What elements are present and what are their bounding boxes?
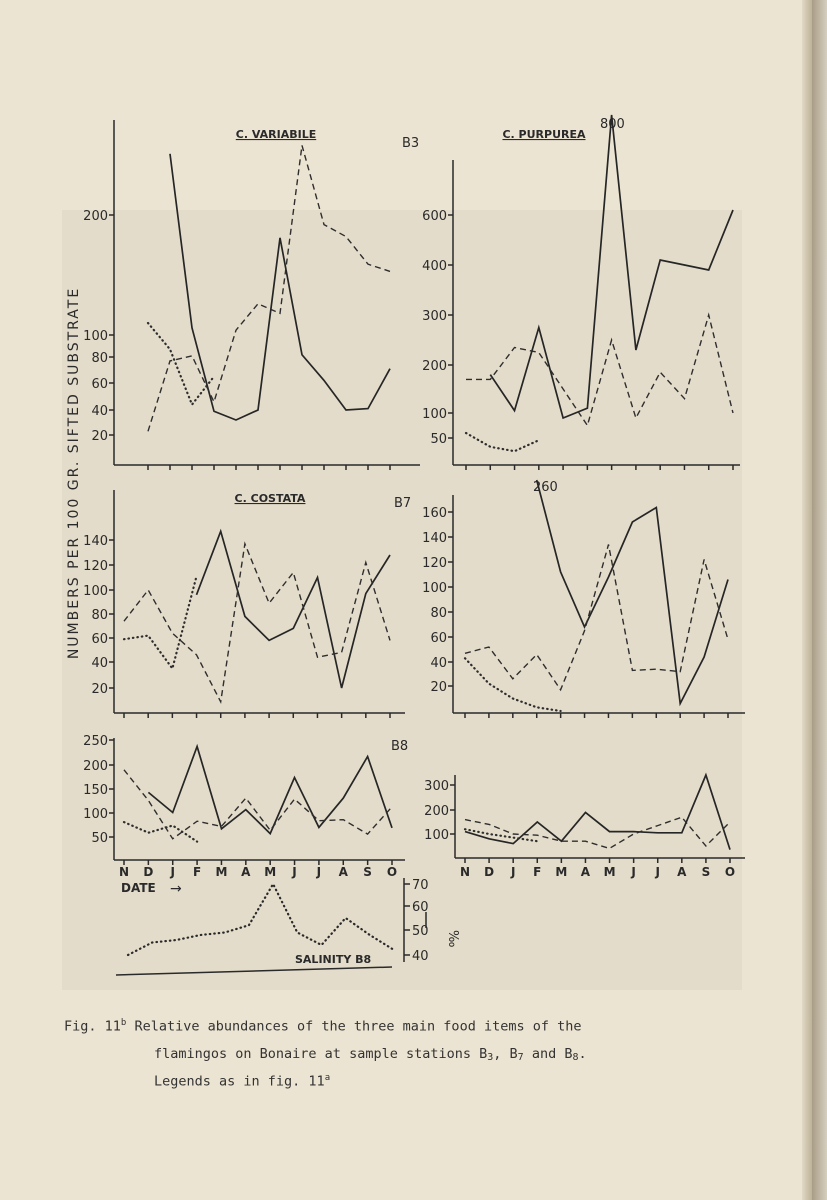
y-tick-label: 300	[422, 309, 447, 324]
month-label: N	[459, 865, 471, 879]
y-axis-label: NUMBERS PER 100 GR. SIFTED SUBSTRATE	[66, 286, 82, 660]
y-tick-label: 40	[91, 656, 108, 671]
caption-end: .	[578, 1046, 587, 1062]
month-label: A	[580, 865, 591, 879]
y-tick-label: 400	[422, 259, 447, 274]
caption-sub-8: 8	[572, 1052, 579, 1063]
caption-mid-2: and B	[523, 1046, 573, 1062]
y-tick-label: 60	[91, 377, 108, 392]
title-c-costata: C. COSTATA	[234, 492, 306, 505]
caption-line-3	[154, 1073, 330, 1090]
y-tick-label: 140	[422, 531, 447, 546]
month-label: J	[631, 865, 636, 879]
station-label-b3: B3	[402, 136, 420, 151]
y-tick-label: 120	[83, 559, 108, 574]
month-label: M	[555, 865, 568, 879]
y-tick-label: 120	[422, 556, 447, 571]
caption-mid-1: , B	[493, 1046, 518, 1062]
y-tick-label: 300	[424, 779, 449, 794]
y-tick-label: 80	[91, 608, 108, 623]
month-label: J	[655, 865, 660, 879]
month-label: A	[677, 865, 687, 879]
y-tick-label: 100	[422, 407, 447, 422]
y-tick-label: 20	[91, 429, 108, 444]
caption-line-2	[154, 1046, 587, 1063]
caption-line3-text: Legends as in fig. 11	[154, 1073, 325, 1090]
month-label: J	[170, 865, 175, 879]
y-tick-label: 80	[430, 606, 447, 621]
month-label: S	[701, 865, 711, 879]
month-label: M	[264, 865, 277, 879]
caption-line2-text: flamingos on Bonaire at sample stations B	[154, 1046, 488, 1062]
y-tick-label: 200	[83, 759, 108, 774]
station-label-b7: B7	[394, 496, 412, 511]
title-c-purpurea: C. PURPUREA	[502, 128, 586, 141]
off-scale-label-costata-b7: 260	[533, 480, 558, 495]
y-tick-label: 100	[83, 329, 108, 344]
y-tick-label: 600	[422, 209, 447, 224]
month-label: O	[724, 865, 736, 879]
month-label: A	[338, 865, 348, 879]
y-tick-label: 250	[83, 734, 108, 749]
y-tick-label: 200	[424, 804, 449, 819]
salinity-tick-label: 40	[412, 949, 429, 964]
y-tick-label: 200	[422, 359, 447, 374]
y-tick-label: 60	[91, 632, 108, 647]
caption-line1-text: Relative abundances of the three main food items of the	[126, 1018, 582, 1035]
month-label: F	[192, 865, 202, 879]
month-label: D	[484, 865, 495, 879]
salinity-tick-label: 50	[412, 924, 429, 939]
y-tick-label: 20	[91, 682, 108, 697]
month-label: J	[292, 865, 297, 879]
y-tick-label: 100	[83, 584, 108, 599]
y-tick-label: 200	[83, 209, 108, 224]
y-tick-label: 80	[91, 351, 108, 366]
month-label: F	[533, 865, 542, 879]
salinity-tick-label: 60	[412, 900, 429, 915]
month-label: J	[316, 865, 322, 879]
title-c-variabile: C. VARIABILE	[235, 128, 317, 141]
caption-line3-sup: a	[324, 1073, 331, 1083]
caption-sub-3: 3	[487, 1052, 494, 1063]
station-label-b8: B8	[391, 739, 409, 754]
off-scale-label-purpurea: 800	[600, 117, 625, 132]
book-spine	[812, 0, 827, 1200]
y-tick-label: 40	[91, 404, 108, 419]
caption-sub-7: 7	[517, 1052, 524, 1063]
month-label: D	[143, 865, 154, 879]
y-tick-label: 50	[430, 432, 447, 447]
y-tick-label: 20	[430, 680, 447, 695]
month-label: S	[363, 865, 372, 879]
date-label: DATE	[121, 881, 156, 895]
y-tick-label: 100	[83, 807, 108, 822]
month-label: A	[241, 865, 251, 879]
y-tick-label: 50	[91, 831, 108, 846]
y-tick-label: 140	[83, 534, 108, 549]
print-shadow	[62, 210, 742, 990]
y-tick-label: 150	[83, 783, 108, 798]
month-label: O	[386, 865, 398, 879]
salinity-tick-label: 70	[412, 878, 429, 893]
month-label: N	[118, 865, 130, 879]
y-tick-label: 40	[430, 656, 447, 671]
salinity-unit: ‰	[445, 930, 460, 948]
y-tick-label: 100	[422, 581, 447, 596]
date-arrow: →	[170, 881, 182, 897]
caption-line-1	[64, 1018, 581, 1035]
y-tick-label: 60	[430, 631, 447, 646]
salinity-label: SALINITY B8	[295, 953, 372, 966]
month-label: M	[603, 865, 616, 879]
y-tick-label: 160	[422, 506, 447, 521]
y-tick-label: 100	[424, 828, 449, 843]
month-label: J	[510, 865, 516, 879]
caption-prefix: Fig. 11	[64, 1018, 121, 1035]
caption-sup: b	[120, 1018, 127, 1028]
month-label: M	[215, 865, 228, 879]
